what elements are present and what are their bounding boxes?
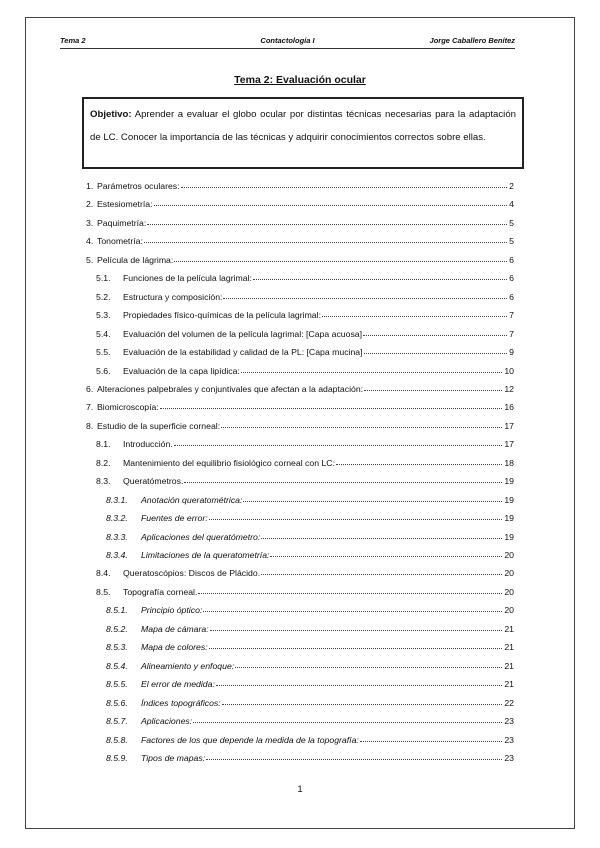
objective-label: Objetivo: (90, 109, 132, 120)
toc-entry-page: 21 (504, 642, 514, 653)
toc-entry-number: 8.3.1. (106, 494, 128, 505)
toc-entry[interactable] (96, 470, 514, 486)
toc-dot-leader (160, 407, 503, 409)
toc-dot-leader (261, 573, 502, 575)
toc-entry-page: 6 (509, 254, 514, 265)
toc-entry-title: Funciones de la película lagrimal: (123, 273, 252, 284)
toc-entry-title: Evaluación de la capa lipídica: (123, 365, 240, 376)
toc-entry-title: Principio óptico: (141, 605, 203, 616)
toc-entry[interactable] (86, 193, 514, 209)
toc-entry-title: Mapa de colores: (141, 642, 208, 653)
toc-entry-number: 8.5.2. (106, 623, 128, 634)
toc-dot-leader (364, 389, 502, 391)
toc-dot-leader (174, 444, 503, 446)
toc-entry[interactable] (96, 267, 514, 283)
toc-entry-page: 20 (504, 550, 514, 560)
toc-entry-number: 8.5.5. (106, 679, 128, 690)
toc-entry-title: Evaluación del volumen de la película lagrimal: [Capa acuosa] (123, 328, 363, 339)
toc-entry-number: 8.5.7. (106, 716, 128, 727)
toc-entry-number: 3. (86, 217, 94, 228)
toc-entry-page: 21 (504, 623, 514, 634)
page-header (60, 36, 515, 49)
toc-entry[interactable] (96, 341, 514, 357)
toc-dot-leader (154, 204, 508, 206)
toc-entry-number: 8.5.6. (106, 697, 128, 708)
toc-entry-page: 6 (509, 273, 514, 284)
toc-entry-title: Estructura y composición: (123, 291, 223, 302)
toc-entry-page: 20 (504, 605, 514, 616)
toc-entry-number: 1. (86, 181, 94, 191)
toc-entry-number: 5. (86, 254, 94, 265)
toc-entry-number: 8.5.1. (106, 605, 128, 616)
toc-entry-number: 8.3.4. (106, 550, 128, 560)
toc-entry[interactable] (106, 507, 514, 523)
toc-entry[interactable] (96, 452, 514, 468)
toc-entry[interactable] (96, 360, 514, 376)
toc-entry[interactable] (96, 286, 514, 302)
toc-entry-number: 4. (86, 236, 94, 247)
toc-entry-title: Propiedades físico-químicas de la película lagrimal: (123, 310, 321, 321)
toc-dot-leader (364, 352, 508, 354)
toc-entry-page: 22 (504, 697, 514, 708)
toc-entry-page: 12 (504, 383, 514, 394)
toc-entry-page: 9 (509, 347, 514, 358)
toc-entry-number: 8.5.4. (106, 660, 128, 671)
toc-entry-page: 2 (509, 181, 514, 191)
toc-entry-number: 5.4. (96, 328, 111, 339)
toc-entry-number: 5.2. (96, 291, 111, 302)
toc-dot-leader (360, 740, 503, 742)
toc-entry-number: 8.3.2. (106, 513, 128, 524)
toc-entry[interactable] (106, 710, 514, 726)
toc-entry[interactable] (106, 747, 514, 763)
toc-entry-page: 20 (504, 586, 514, 597)
toc-entry[interactable] (106, 544, 514, 560)
toc-dot-leader (223, 297, 507, 299)
toc-entry-title: El error de medida: (141, 679, 215, 690)
toc-entry[interactable] (106, 489, 514, 505)
toc-entry-number: 8.2. (96, 457, 111, 468)
toc-entry-title: Estudio de la superficie corneal: (97, 420, 221, 431)
toc-entry-page: 7 (509, 310, 514, 321)
toc-entry-title: Anotación queratométrica: (141, 494, 243, 505)
toc-entry-number: 8.5.9. (106, 752, 128, 763)
toc-entry-title: Mantenimiento del equilibrio fisiológico corneal con LC: (123, 457, 335, 468)
toc-entry-number: 2. (86, 199, 94, 210)
toc-entry[interactable] (86, 212, 514, 228)
toc-dot-leader (198, 592, 502, 594)
toc-entry-page: 19 (504, 531, 514, 542)
toc-dot-leader (206, 758, 502, 760)
toc-entry[interactable] (106, 655, 514, 671)
toc-dot-leader (363, 334, 507, 336)
toc-entry-page: 5 (509, 236, 514, 247)
toc-dot-leader (216, 684, 502, 686)
toc-dot-leader (203, 610, 502, 612)
toc-dot-leader (144, 241, 507, 243)
toc-entry-page: 16 (504, 402, 514, 413)
toc-entry-title: Aplicaciones del queratómetro: (141, 531, 261, 542)
toc-entry-page: 10 (504, 365, 514, 376)
toc-entry[interactable] (106, 526, 514, 542)
toc-entry-page: 23 (504, 716, 514, 727)
toc-dot-leader (184, 481, 502, 483)
toc-entry-title: Paquimetría: (97, 217, 147, 228)
toc-entry-title: Parámetros oculares: (97, 181, 180, 191)
page-number: 1 (297, 784, 303, 795)
toc-entry-number: 8.1. (96, 439, 111, 450)
toc-entry-title: Estesiometría: (97, 199, 153, 210)
toc-entry[interactable] (106, 673, 514, 689)
toc-entry-page: 5 (509, 217, 514, 228)
toc-entry-title: Topografía corneal. (123, 586, 198, 597)
toc-entry[interactable] (86, 378, 514, 394)
toc-entry[interactable] (106, 692, 514, 708)
toc-dot-leader (147, 223, 507, 225)
toc-entry-page: 7 (509, 328, 514, 339)
toc-entry-title: Biomicroscopía: (97, 402, 159, 413)
toc-entry-page: 19 (504, 476, 514, 487)
objective-box (82, 97, 524, 169)
toc-entry-number: 8.4. (96, 568, 111, 579)
header-subject: Contactología I (260, 36, 315, 45)
toc-entry-number: 8.3. (96, 476, 111, 487)
toc-entry-number: 8.5. (96, 586, 111, 597)
toc-entry-page: 19 (504, 513, 514, 524)
toc-entry-title: Índices topográficos: (141, 697, 221, 708)
toc-entry-title: Alteraciones palpebrales y conjuntivales que afectan a la adaptación: (97, 383, 364, 394)
toc-entry[interactable] (86, 175, 514, 191)
toc-entry-title: Mapa de cámara: (141, 623, 209, 634)
toc-entry-page: 23 (504, 734, 514, 745)
toc-dot-leader (193, 721, 502, 723)
toc-entry-title: Factores de los que depende la medida de la topografía: (141, 734, 359, 745)
toc-entry-title: Limitaciones de la queratometría: (141, 550, 270, 560)
toc-entry-title: Fuentes de error: (141, 513, 208, 524)
toc-entry[interactable] (106, 618, 514, 634)
toc-dot-leader (336, 463, 502, 465)
toc-dot-leader (243, 500, 502, 502)
toc-dot-leader (235, 666, 502, 668)
toc-entry[interactable] (96, 581, 514, 597)
toc-entry[interactable] (96, 433, 514, 449)
toc-dot-leader (253, 278, 507, 280)
toc-entry[interactable] (96, 562, 514, 578)
toc-entry-number: 5.6. (96, 365, 111, 376)
toc-entry[interactable] (86, 415, 514, 431)
toc-entry[interactable] (86, 249, 514, 265)
toc-entry-page: 21 (504, 679, 514, 690)
toc-entry-page: 4 (509, 199, 514, 210)
toc-dot-leader (209, 518, 503, 520)
header-author: Jorge Caballero Benítez (429, 36, 515, 45)
document-title: Tema 2: Evaluación ocular (234, 74, 366, 86)
toc-dot-leader (210, 629, 503, 631)
toc-entry-number: 5.1. (96, 273, 111, 284)
toc-dot-leader (261, 537, 502, 539)
toc-entry-title: Aplicaciones: (141, 716, 193, 727)
toc-entry-number: 5.3. (96, 310, 111, 321)
toc-entry-page: 6 (509, 291, 514, 302)
toc-dot-leader (209, 647, 503, 649)
toc-entry-number: 8.3.3. (106, 531, 128, 542)
toc-entry[interactable] (106, 599, 514, 615)
toc-entry-title: Alineamiento y enfoque: (141, 660, 235, 671)
toc-dot-leader (241, 371, 502, 373)
toc-entry-number: 7. (86, 402, 94, 413)
toc-entry-page: 18 (504, 457, 514, 468)
toc-entry-title: Queratoscópios: Discos de Plácido. (123, 568, 261, 579)
toc-entry-page: 17 (504, 420, 514, 431)
toc-entry[interactable] (96, 323, 514, 339)
toc-dot-leader (270, 555, 502, 557)
toc-entry-number: 5.5. (96, 347, 111, 358)
toc-entry[interactable] (96, 304, 514, 320)
toc-entry[interactable] (86, 230, 514, 246)
toc-entry-number: 8. (86, 420, 94, 431)
toc-entry-page: 23 (504, 752, 514, 763)
toc-dot-leader (322, 315, 507, 317)
toc-entry[interactable] (106, 729, 514, 745)
toc-entry-title: Introducción. (123, 439, 173, 450)
toc-entry-number: 6. (86, 383, 94, 394)
toc-entry-title: Evaluación de la estabilidad y calidad de la PL: [Capa mucina] (123, 347, 363, 358)
objective-text: Aprender a evaluar el globo ocular por distintas técnicas necesarias para la adaptación de LC. Conocer la importancia de las técnicas y adquirir conocimientos correctos sobre ellas. (90, 109, 516, 143)
toc-entry-page: 20 (504, 568, 514, 579)
toc-entry-number: 8.5.8. (106, 734, 128, 745)
toc-entry-title: Queratómetros. (123, 476, 184, 487)
toc-entry-title: Tonometría: (97, 236, 143, 247)
toc-dot-leader (221, 426, 502, 428)
toc-entry-number: 8.5.3. (106, 642, 128, 653)
toc-entry-page: 19 (504, 494, 514, 505)
toc-entry-title: Película de lágrima: (97, 254, 174, 265)
toc-entry[interactable] (106, 636, 514, 652)
toc-entry-title: Tipos de mapas: (141, 752, 206, 763)
toc-entry-page: 21 (504, 660, 514, 671)
header-topic: Tema 2 (60, 36, 86, 45)
toc-dot-leader (222, 703, 503, 705)
toc-entry-page: 17 (504, 439, 514, 450)
toc-entry[interactable] (86, 396, 514, 412)
toc-dot-leader (174, 260, 507, 262)
toc-dot-leader (181, 186, 508, 188)
